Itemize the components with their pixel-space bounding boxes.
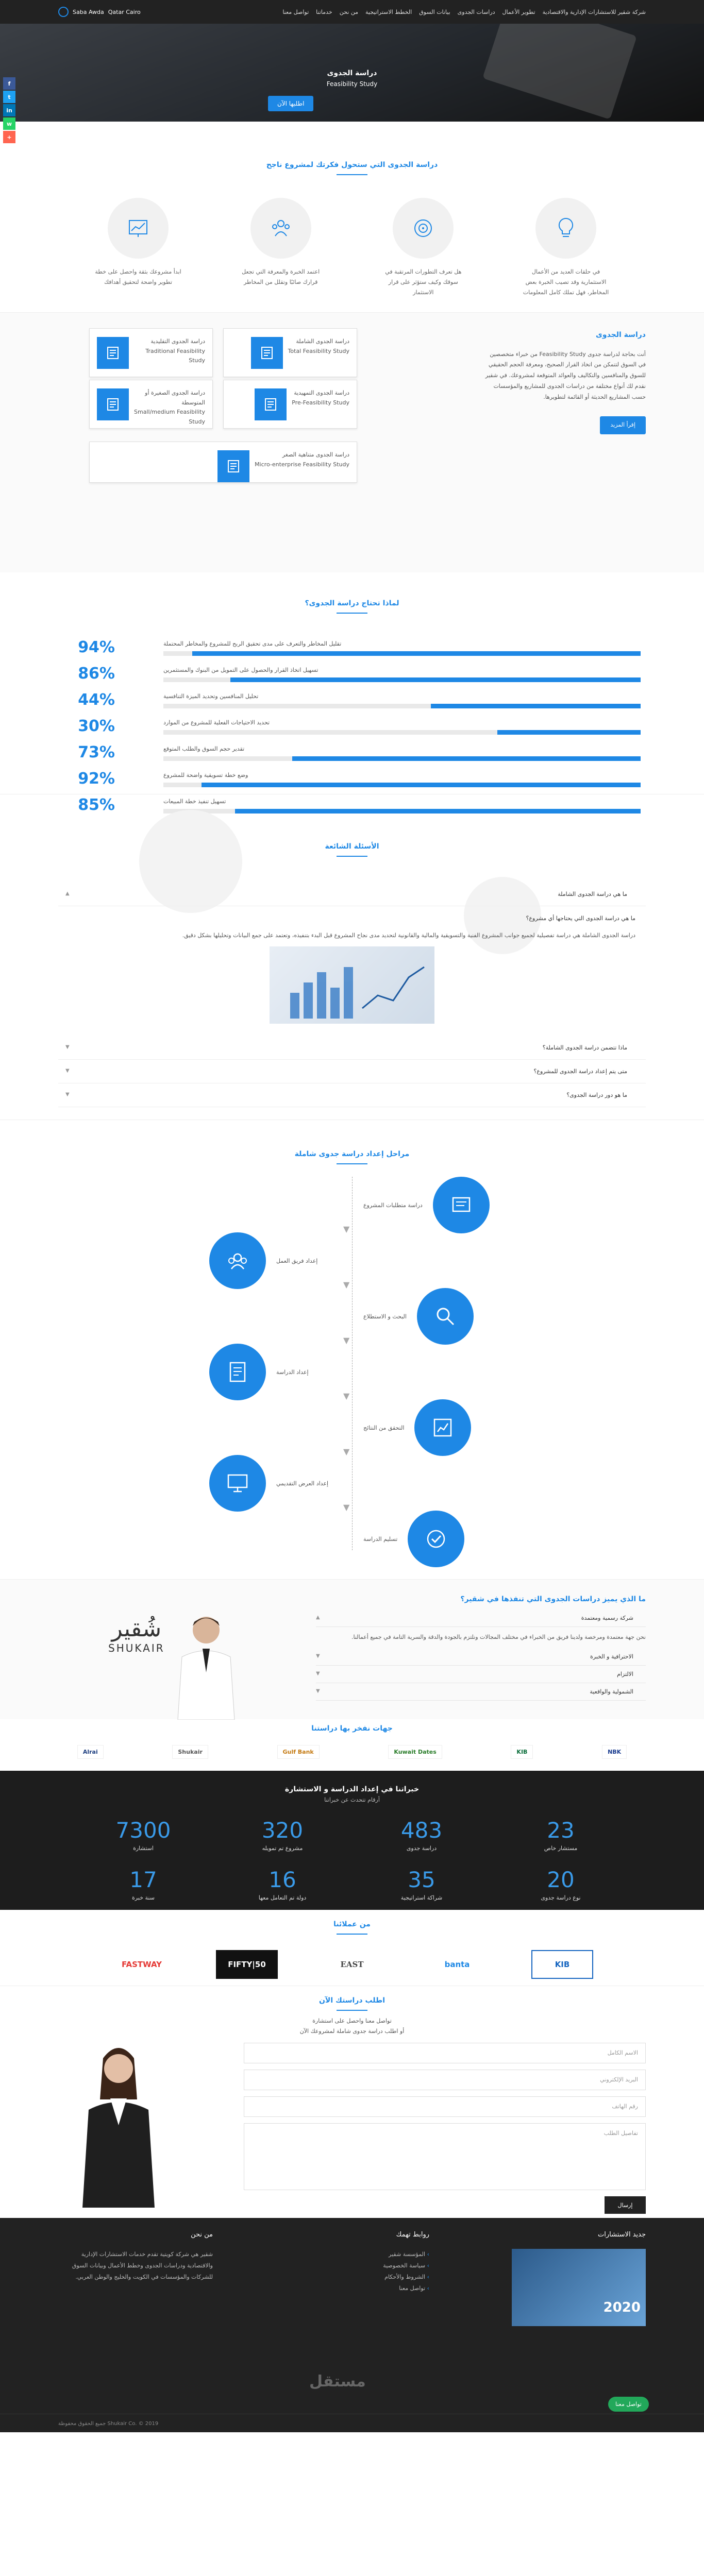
stat-number: 320 (261, 1818, 304, 1843)
faq-answer-text: دراسة الجدوى الشاملة هي دراسة تفصيلية لجميع جوانب المشروع الفنية والتسويقية والمالية والقانونية لتحديد مدى نجاح المشروع قبل البدء بتنفيذه، وتعتمد على جمع البيانات وتحليلها بشكل دقيق. (182, 931, 635, 939)
step-label: تسليم الدراسة (363, 1535, 398, 1543)
study-type-card[interactable] (223, 328, 357, 377)
chevron-down-icon: ▼ (65, 1044, 70, 1050)
study-type-card[interactable] (89, 380, 213, 429)
stats-section (0, 1771, 704, 1910)
faq-question-text: ما هو دور دراسة الجدوى؟ (566, 1091, 627, 1098)
progress-label: تسهيل اتخاذ القرار والحصول على التمويل من البنوك والمستثمرين (163, 666, 319, 673)
document-icon (255, 388, 287, 420)
accordion-label: الشمولية والواقعية (590, 1688, 633, 1695)
progress-percent: 30% (78, 717, 115, 735)
brand-logo-icon (58, 7, 69, 17)
chevron-down-icon: ▼ (65, 1091, 70, 1097)
partners-section (0, 1910, 704, 1986)
document-icon (97, 337, 129, 369)
stat-number: 20 (547, 1867, 575, 1892)
arrow-down-icon: ▼ (343, 1391, 350, 1401)
step-label: دراسة متطلبات المشروع (363, 1201, 423, 1209)
faq-question[interactable] (58, 1036, 646, 1060)
progress-fill (192, 651, 641, 656)
study-type-card[interactable] (89, 442, 357, 483)
nav-link[interactable]: بيانات السوق (419, 8, 450, 15)
arrow-down-icon: ▼ (343, 1335, 350, 1345)
progress-bars (63, 634, 641, 818)
brand-name: Saba Awda (73, 8, 104, 15)
progress-track (163, 756, 641, 761)
step-label: إعداد الدراسة (276, 1368, 309, 1376)
step-icon (417, 1288, 474, 1345)
shukair-logo (108, 1616, 165, 1654)
feature-item (522, 198, 610, 297)
site-brand[interactable] (58, 7, 141, 17)
process-step (363, 1511, 464, 1567)
progress-label: تسهيل تنفيذ خطة المبيعات (163, 798, 226, 805)
progress-row (63, 766, 641, 792)
phone-field[interactable]: رقم الهاتف (244, 2096, 646, 2117)
hero-subtitle: Feasibility Study (326, 80, 378, 88)
process-step (209, 1232, 317, 1289)
faq-question-open[interactable] (58, 883, 646, 906)
progress-percent: 94% (78, 638, 115, 656)
step-label: إعداد العرض التقديمي (276, 1480, 329, 1487)
news-image[interactable] (512, 2249, 646, 2326)
stat-label: دولة تم التعامل معها (258, 1894, 307, 1901)
hero-title: دراسة الجدوى (327, 69, 377, 77)
footer-news (491, 2228, 646, 2326)
facebook-icon[interactable]: f (3, 77, 15, 90)
nav-link[interactable]: تطوير الأعمال (502, 8, 535, 15)
study-intro-text: أنت بحاجة لدراسة جدوى Feasibility Study من خبراء متخصصين في السوق لتتمكن من اتخاذ القرار الصحيح، ومعرفة الحجم الحقيقي للسوق والمنافسين والتكاليف والعوائد المتوقعة لمشروعك. في شقير نقدم لك أنواع مختلفة من دراسات الجدوى للمشاريع والمؤسسات حسب المشاريع الحديثة أو القائمة لتطويرها. (485, 350, 646, 401)
footer-about-text: شقير هي شركة كويتية تقدم خدمات الاستشارات الإدارية والاقتصادية ودراسات الجدوى وخطط الأعمال وبيانات السوق للشركات والمؤسسات في الكويت والخليج والوطن العربي. (72, 2251, 213, 2280)
clients-section (0, 1719, 704, 1771)
nav-link[interactable]: من نحن (339, 8, 359, 15)
stat-number: 17 (129, 1867, 157, 1892)
feature-text: هل تعرف التطورات المرتقبة في سوقك وكيف ستؤثر على قرار الاستثمار (385, 268, 462, 296)
faq-list (58, 883, 646, 1107)
stats-subtitle: أرقام تتحدث عن خبراتنا (324, 1797, 380, 1803)
stat-label: مستشار خاص (544, 1845, 578, 1852)
study-type-text (288, 337, 349, 356)
feature-text: ابدأ مشروعك بثقة واحصل على خطة تطوير واضحة لتحقيق أهدافك (95, 268, 181, 285)
stat-item (74, 1867, 213, 1901)
chevron-up-icon: ▲ (65, 891, 70, 896)
study-type-english: Pre-Feasibility Study (292, 399, 349, 406)
footer-link[interactable]: › الشروط والأحكام (275, 2272, 429, 2283)
stat-item (213, 1818, 352, 1852)
contact-form (244, 2043, 646, 2214)
city-label: Qatar Cairo (108, 8, 141, 15)
progress-track (163, 651, 641, 656)
progress-track (163, 730, 641, 735)
features-title: دراسة الجدوى التي ستحول فكرتك لمشروع ناجح (266, 161, 438, 169)
client-logo: NBK (602, 1745, 627, 1759)
faq-answer (58, 906, 646, 1036)
stat-label: مشروع تم تمويله (262, 1845, 303, 1852)
accordion-item[interactable] (316, 1648, 646, 1666)
shukair-logo-english: SHUKAIR (108, 1642, 165, 1654)
lightbulb-icon (535, 198, 596, 259)
process-step (209, 1455, 328, 1512)
stats-title: خبراتنا في إعداد الدراسة و الاستشارة (284, 1785, 420, 1793)
arrow-down-icon: ▼ (343, 1447, 350, 1456)
process-step (363, 1288, 474, 1345)
twitter-icon[interactable]: t (3, 91, 15, 103)
social-share-bar (3, 77, 15, 143)
process-step (363, 1177, 490, 1233)
progress-label: تقليل المخاطر والتعرف على مدى تحقيق الربح للمشروع والمخاطر المحتملة (163, 640, 342, 647)
stat-item (491, 1818, 630, 1852)
study-type-english: Traditional Feasibility Study (145, 347, 205, 364)
title-underline (337, 1934, 367, 1935)
why-title: لماذا تحتاج دراسة الجدوى؟ (305, 599, 399, 607)
contact-lead-2: أو اطلب دراسة جدوى شاملة لمشروعك الآن (299, 2027, 405, 2035)
client-logos (43, 1745, 661, 1759)
title-underline (337, 856, 367, 857)
progress-label: تحديد الاحتياجات الفعلية للمشروع من الموارد (163, 719, 270, 726)
progress-row (63, 739, 641, 766)
progress-percent: 44% (78, 691, 115, 709)
order-now-button[interactable]: اطلبها الآن (268, 96, 313, 111)
read-more-button[interactable]: إقرأ المزيد (600, 416, 646, 434)
steps-title: مراحل إعداد دراسة جدوى شاملة (294, 1150, 410, 1158)
accordion-item-open[interactable] (316, 1609, 646, 1627)
feature-text: في حلقات العديد من الأعمال الاستثمارية وقد تصيب الخبرة بعض المخاطر، فهل تملك كامل المعلومات (523, 268, 609, 296)
progress-label: تحليل المنافسين وتحديد الميزة التنافسية (163, 692, 259, 700)
faq-question[interactable] (58, 1083, 646, 1107)
accordion-label: شركة رسمية ومعتمدة (581, 1615, 633, 1621)
accordion-body: نحن جهة معتمدة ومرخصة ولدينا فريق من الخبراء في مختلف المجالات ونلتزم بالجودة والدقة والسرية التامة في جميع أعمالنا. (351, 1634, 646, 1640)
features-section (0, 122, 704, 312)
footer-link[interactable]: › سياسة الخصوصية (275, 2260, 429, 2272)
footer (0, 2218, 704, 2432)
progress-label: وضع خطة تسويقية واضحة للمشروع (163, 771, 248, 778)
accordion-item[interactable] (316, 1666, 646, 1683)
title-underline (337, 613, 367, 614)
stat-label: سنة خبرة (132, 1894, 155, 1901)
linkedin-icon[interactable]: in (3, 104, 15, 116)
faq-question-text: متى يتم إعداد دراسة الجدوى للمشروع؟ (533, 1067, 627, 1075)
study-type-english: Micro-enterprise Feasibility Study (255, 461, 349, 468)
nav-link[interactable]: دراسات الجدوى (457, 8, 495, 15)
partner-logo: FASTWAY (121, 1960, 162, 1969)
footer-links (275, 2228, 429, 2326)
chevron-down-icon: ▼ (65, 1067, 70, 1074)
clients-title: جهات نفخر بها دراستنا (311, 1724, 393, 1733)
study-type-card[interactable] (89, 328, 213, 377)
study-types-section (0, 312, 704, 572)
step-icon (209, 1455, 266, 1512)
faq-question[interactable] (58, 1060, 646, 1083)
whatsapp-chat-button[interactable]: تواصل معنا (608, 2397, 649, 2412)
progress-percent: 73% (78, 743, 115, 761)
chart-icon (108, 198, 169, 259)
partner-logo: EAST (340, 1960, 364, 1969)
progress-fill (230, 677, 641, 682)
target-icon (393, 198, 454, 259)
progress-fill (497, 730, 641, 735)
study-type-text (255, 450, 349, 469)
progress-percent: 92% (78, 770, 115, 788)
step-label: البحث و الاستطلاع (363, 1313, 407, 1320)
send-button[interactable]: إرسال (605, 2196, 646, 2214)
progress-row (63, 660, 641, 687)
step-icon (414, 1399, 471, 1456)
stat-number: 23 (547, 1818, 575, 1843)
footer-news-title: جديد الاستشارات (598, 2231, 646, 2239)
contact-lead-1: تواصل معنا واحصل على استشارة (312, 2018, 392, 2024)
arrow-down-icon: ▼ (343, 1280, 350, 1290)
name-field[interactable]: الاسم الكامل (244, 2043, 646, 2063)
stat-item (352, 1818, 491, 1852)
stat-label: نوع دراسة جدوى (541, 1894, 581, 1901)
study-type-text (134, 388, 205, 427)
share-icon[interactable]: + (3, 131, 15, 143)
stat-item (213, 1867, 352, 1901)
feature-text: اعتمد الخبرة والمعرفة التي تجعل قرارك صائبًا وتقلل من المخاطر (242, 268, 320, 285)
progress-row (63, 713, 641, 739)
progress-label: تقدير حجم السوق والطلب المتوقع (163, 745, 245, 752)
step-label: إعداد فريق العمل (276, 1257, 318, 1264)
stat-number: 16 (269, 1867, 296, 1892)
study-type-arabic: دراسة الجدوى الصغيرة أو المتوسطة (145, 389, 205, 406)
whatsapp-icon[interactable]: w (3, 117, 15, 130)
progress-row (63, 634, 641, 660)
stat-label: دراسة جدوى (406, 1845, 437, 1852)
client-logo: Alrai (77, 1745, 104, 1759)
progress-track (163, 677, 641, 682)
client-logo: Shukair (172, 1745, 208, 1759)
step-icon (408, 1511, 464, 1567)
feature-item (237, 198, 325, 297)
faq-title: الأسئلة الشائعة (325, 842, 379, 851)
company-accordion (316, 1609, 646, 1701)
study-intro-heading: دراسة الجدوى (596, 331, 646, 339)
feature-item (379, 198, 467, 297)
faq-section (0, 794, 704, 1120)
nav-link[interactable]: الخطط الاستراتيجية (365, 8, 412, 15)
accordion-item[interactable] (316, 1683, 646, 1701)
footer-links-title: روابط تهمك (396, 2231, 429, 2239)
partners-title: من عملائنا (333, 1920, 371, 1928)
shukair-logo-arabic: شُقير (111, 1616, 162, 1642)
faq-question-text: ما هي دراسة الجدوى الشاملة (558, 891, 627, 897)
accordion-label: الالتزام (617, 1670, 633, 1677)
copyright: Shukair Co. © 2019 جميع الحقوق محفوظة (58, 2420, 159, 2427)
progress-fill (431, 704, 641, 708)
study-type-english: Small/medium Feasibility Study (134, 409, 205, 426)
progress-fill (202, 783, 641, 787)
chevron-down-icon: ▼ (316, 1688, 320, 1694)
study-type-arabic: دراسة الجدوى الشاملة (296, 338, 349, 345)
client-logo: KIB (511, 1745, 533, 1759)
nav-link[interactable]: شركة شقير للاستشارات الإدارية والاقتصادية (542, 8, 646, 15)
stat-label: شراكة استراتيجية (400, 1894, 443, 1901)
footer-link[interactable]: › المؤسسة شقير (275, 2249, 429, 2260)
study-type-english: Total Feasibility Study (288, 347, 349, 354)
process-step (363, 1399, 471, 1456)
document-icon (251, 337, 283, 369)
study-intro (481, 328, 646, 434)
chevron-up-icon: ▲ (316, 1615, 320, 1620)
stat-number: 35 (408, 1867, 435, 1892)
faq-sub-question: ما هي دراسة الجدوى التي يحتاجها أي مشروع؟ (526, 915, 635, 922)
study-type-arabic: دراسة الجدوى التقليدية (150, 338, 205, 345)
step-icon (209, 1344, 266, 1400)
business-chart-image (270, 946, 434, 1024)
businessman-image (173, 1611, 240, 1720)
faq-question-text: ماذا تتضمن دراسة الجدوى الشاملة؟ (542, 1044, 627, 1051)
footer-about-title: من نحن (191, 2231, 213, 2239)
study-type-arabic: دراسة الجدوى التمهيدية (294, 389, 349, 396)
contact-section (0, 1986, 704, 2218)
watermark-logo: مستقل (309, 2372, 366, 2391)
timeline-line (352, 1177, 353, 1550)
chevron-down-icon: ▼ (316, 1670, 320, 1676)
progress-track (163, 704, 641, 708)
document-icon (97, 388, 129, 420)
progress-row (63, 687, 641, 713)
study-type-card[interactable] (223, 380, 357, 429)
stat-label: استشارة (133, 1845, 154, 1852)
partner-logo: KIB (531, 1950, 593, 1979)
accordion-label: الاحترافية و الخبرة (590, 1653, 633, 1660)
message-field[interactable]: تفاصيل الطلب (244, 2123, 646, 2190)
nav-link[interactable]: خدماتنا (316, 8, 332, 15)
news-year: 2020 (603, 2300, 641, 2315)
stat-number: 7300 (115, 1818, 171, 1843)
stat-item (491, 1867, 630, 1901)
progress-track (163, 783, 641, 787)
step-label: التحقق من النتائج (363, 1424, 405, 1431)
study-type-text (134, 337, 205, 366)
team-icon (250, 198, 311, 259)
stat-item (74, 1818, 213, 1852)
progress-percent: 86% (78, 665, 115, 683)
study-type-arabic: دراسة الجدوى متناهية الصغر (282, 451, 349, 458)
feature-item (94, 198, 182, 297)
document-icon (217, 450, 249, 482)
hero-banner (0, 24, 704, 122)
stat-item (352, 1867, 491, 1901)
company-title: ما الذي يميز دراسات الجدوى التي تنفذها في شقير؟ (460, 1595, 646, 1603)
chevron-down-icon: ▼ (316, 1653, 320, 1659)
businesswoman-image (77, 2038, 160, 2208)
title-underline (337, 2010, 367, 2011)
partner-logo: FIFTY|50 (216, 1950, 278, 1979)
top-navigation-bar (0, 0, 704, 24)
footer-link[interactable]: › تواصل معنا (275, 2283, 429, 2294)
nav-link[interactable]: تواصل معنا (282, 8, 309, 15)
step-icon (209, 1232, 266, 1289)
why-section (0, 572, 704, 814)
progress-percent: 85% (78, 796, 115, 814)
title-underline (337, 1163, 367, 1164)
client-logo: Kuwait Dates (388, 1745, 442, 1759)
process-step (209, 1344, 309, 1400)
study-type-text (292, 388, 349, 408)
steps-section (0, 1120, 704, 1579)
main-menu (282, 9, 646, 15)
stat-number: 483 (400, 1818, 443, 1843)
partner-logo: banta (444, 1960, 470, 1969)
arrow-down-icon: ▼ (343, 1502, 350, 1512)
company-section (0, 1579, 704, 1719)
progress-fill (292, 756, 641, 761)
step-icon (433, 1177, 490, 1233)
title-underline (337, 174, 367, 175)
arrow-down-icon: ▼ (343, 1224, 350, 1234)
footer-about (58, 2228, 213, 2326)
contact-title: اطلب دراستك الآن (319, 1996, 385, 2005)
client-logo: Gulf Bank (277, 1745, 320, 1759)
email-field[interactable]: البريد الإلكتروني (244, 2070, 646, 2090)
